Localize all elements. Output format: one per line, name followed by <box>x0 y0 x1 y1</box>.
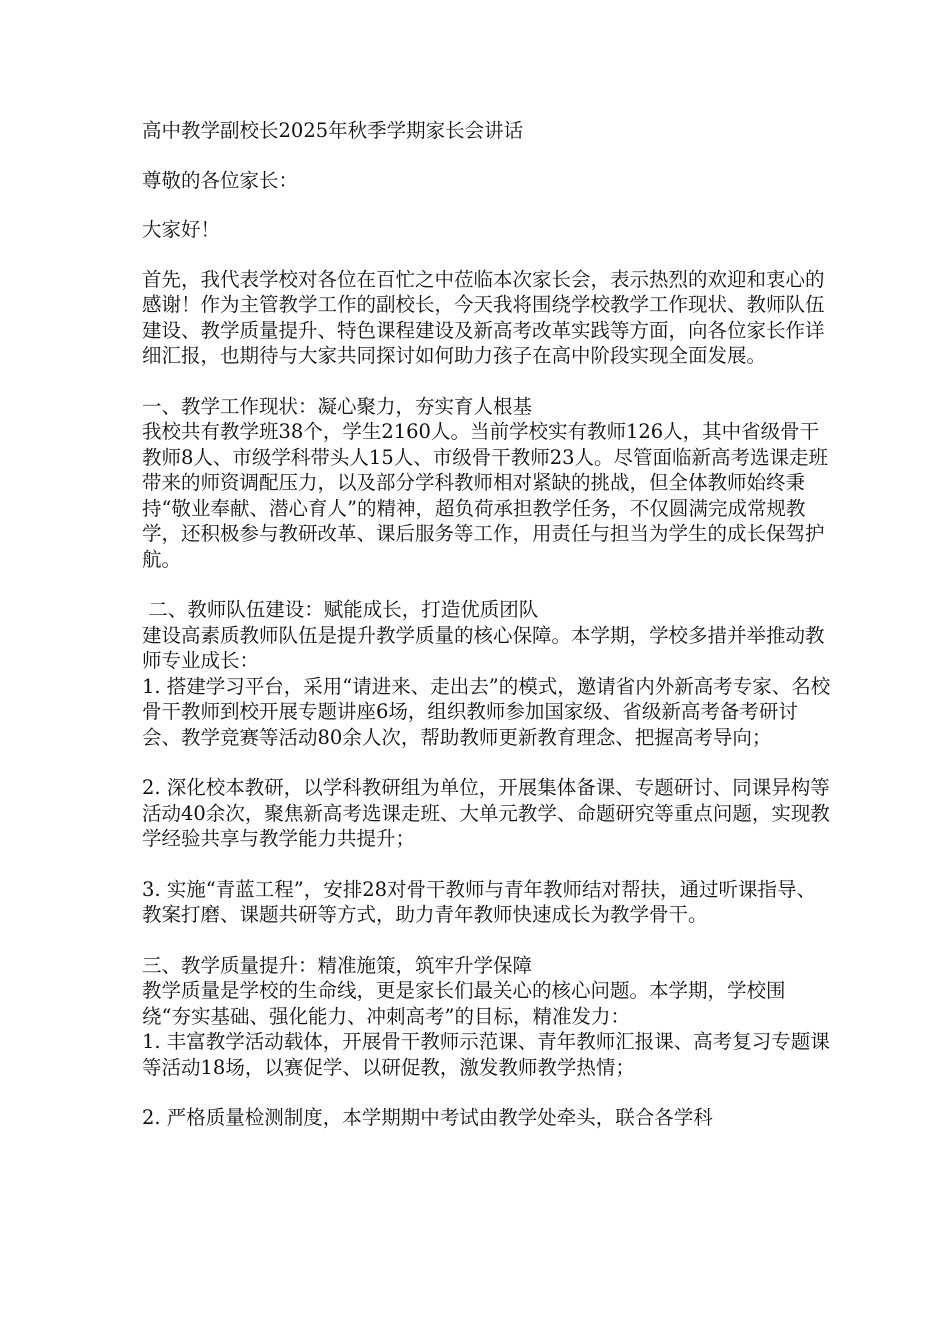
section-2-item-2: 2. 深化校本教研，以学科教研组为单位，开展集体备课、专题研讨、同课异构等活动40余次，聚焦新高考选课走班、大单元教学、命题研究等重点问题，实现教学经验共享与教学能力共提升； <box>142 776 830 850</box>
section-2-heading: 二、教师队伍建设：赋能成长，打造优质团队 <box>142 598 539 621</box>
salutation: 尊敬的各位家长： <box>142 168 299 192</box>
section-2-item-1: 1. 搭建学习平台，采用“请进来、走出去”的模式，邀请省内外新高考专家、名校骨干教师到校开展专题讲座6场，组织教师参加国家级、省级新高考备考研讨会、教学竞赛等活动80余人次，帮助教师更新教育理念、把握高考导向； <box>142 674 831 749</box>
section-1-heading: 一、教学工作现状：凝心聚力，夯实育人根基 <box>142 394 533 418</box>
section-3-heading: 三、教学质量提升：精准施策，筑牢升学保障 <box>142 953 533 977</box>
section-1-body: 我校共有教学班38个，学生2160人。当前学校实有教师126人，其中省级骨干教师8人、市级学科带头人15人、市级骨干教师23人。尽管面临新高考选课走班带来的师资调配压力，以及部分学科教师相对紧缺的挑战，但全体教师始终秉持“敬业奉献、潜心育人”的精神，超负荷承担教学任务，不仅圆满完成常规教学，还积极参与教研改革、课后服务等工作，用责任与担当为学生的成长保驾护航。 <box>142 420 829 571</box>
section-2-item-3: 3. 实施“青蓝工程”，安排28对骨干教师与青年教师结对帮扶，通过听课指导、教案打磨、课题共研等方式，助力青年教师快速成长为教学骨干。 <box>142 877 817 926</box>
section-3-item-2: 2. 严格质量检测制度，本学期期中考试由教学处牵头，联合各学科 <box>142 1106 713 1129</box>
section-2-lead: 建设高素质教师队伍是提升教学质量的核心保障。本学期，学校多措并举推动教师专业成长： <box>142 623 825 672</box>
section-3-item-1: 1. 丰富教学活动载体，开展骨干教师示范课、青年教师汇报课、高考复习专题课等活动18场，以赛促学、以研促教，激发教师教学热情； <box>142 1030 830 1079</box>
document-title: 高中教学副校长2025年秋季学期家长会讲话 <box>142 119 524 142</box>
document-body <box>142 118 832 1131</box>
section-3-lead: 教学质量是学校的生命线，更是家长们最关心的核心问题。本学期，学校围绕“夯实基础、强化能力、冲刺高考”的目标，精准发力： <box>142 979 786 1028</box>
greeting: 大家好！ <box>142 218 221 241</box>
intro-paragraph: 首先，我代表学校对各位在百忙之中莅临本次家长会，表示热烈的欢迎和衷心的感谢！作为主管教学工作的副校长，今天我将围绕学校教学工作现状、教师队伍建设、教学质量提升、特色课程建设及新高考改革实践等方面，向各位家长作详细汇报，也期待与大家共同探讨如何助力孩子在高中阶段实现全面发展。 <box>142 267 825 367</box>
